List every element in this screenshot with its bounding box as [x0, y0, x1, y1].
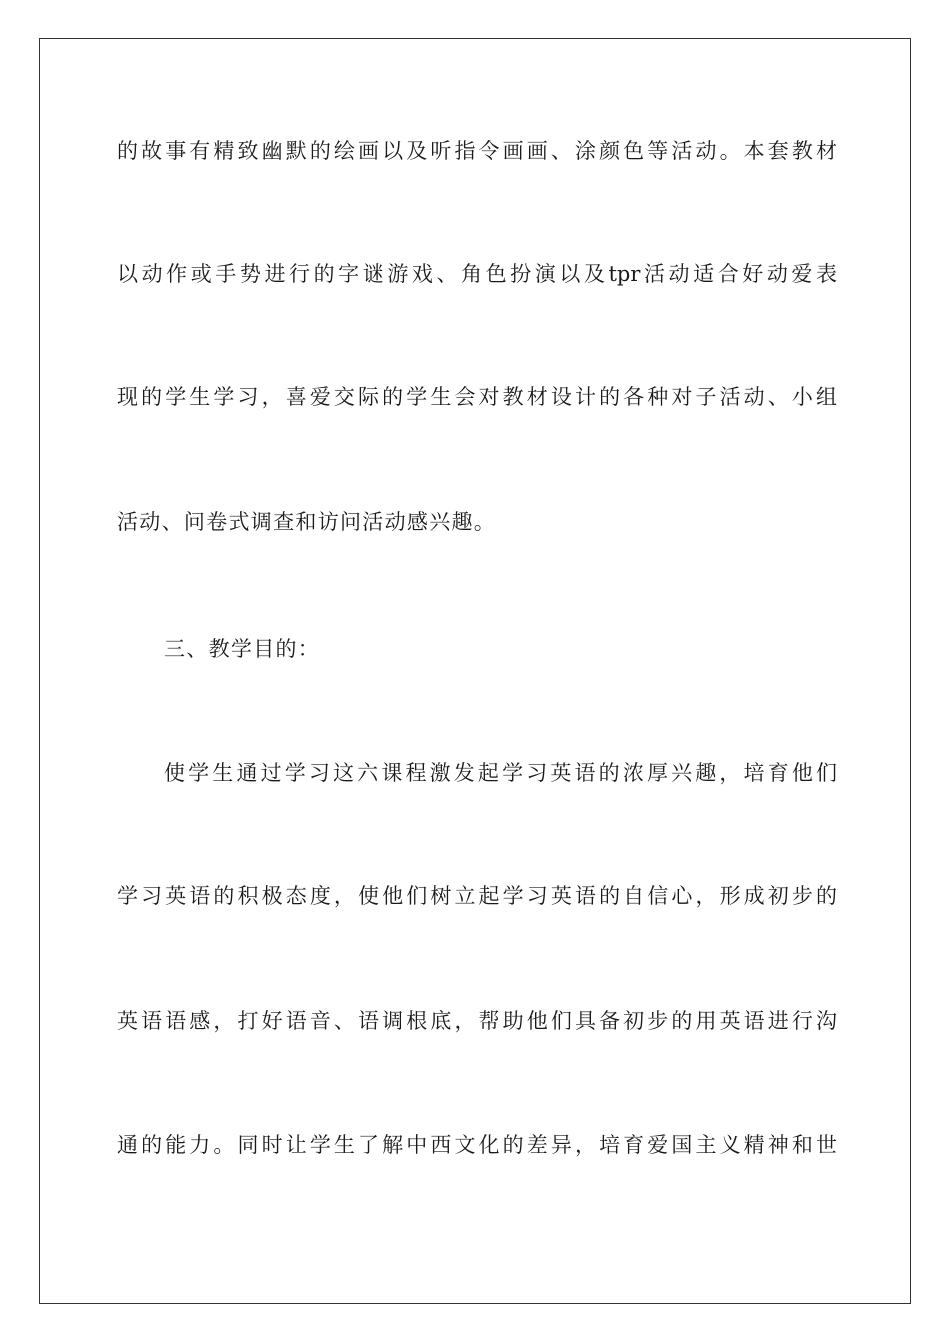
paragraph-line-2: 以动作或手势进行的字谜游戏、角色扮演以及tpr活动适合好动爱表 — [117, 262, 837, 286]
paragraph-line-1: 的故事有精致幽默的绘画以及听指令画画、涂颜色等活动。本套教材 — [117, 139, 837, 163]
paragraph-line-6: 学习英语的积极态度，使他们树立起学习英语的自信心，形成初步的 — [117, 884, 837, 908]
section-heading: 三、教学目的： — [164, 637, 321, 661]
paragraph-line-5: 使学生通过学习这六课程激发起学习英语的浓厚兴趣，培育他们 — [164, 761, 837, 785]
paragraph-line-4: 活动、问卷式调查和访问活动感兴趣。 — [117, 510, 497, 534]
paragraph-line-7: 英语语感，打好语音、语调根底，帮助他们具备初步的用英语进行沟 — [117, 1009, 837, 1033]
page-frame — [39, 38, 911, 1304]
paragraph-line-8: 通的能力。同时让学生了解中西文化的差异，培育爱国主义精神和世 — [117, 1133, 837, 1157]
paragraph-line-3: 现的学生学习，喜爱交际的学生会对教材设计的各种对子活动、小组 — [117, 385, 837, 409]
